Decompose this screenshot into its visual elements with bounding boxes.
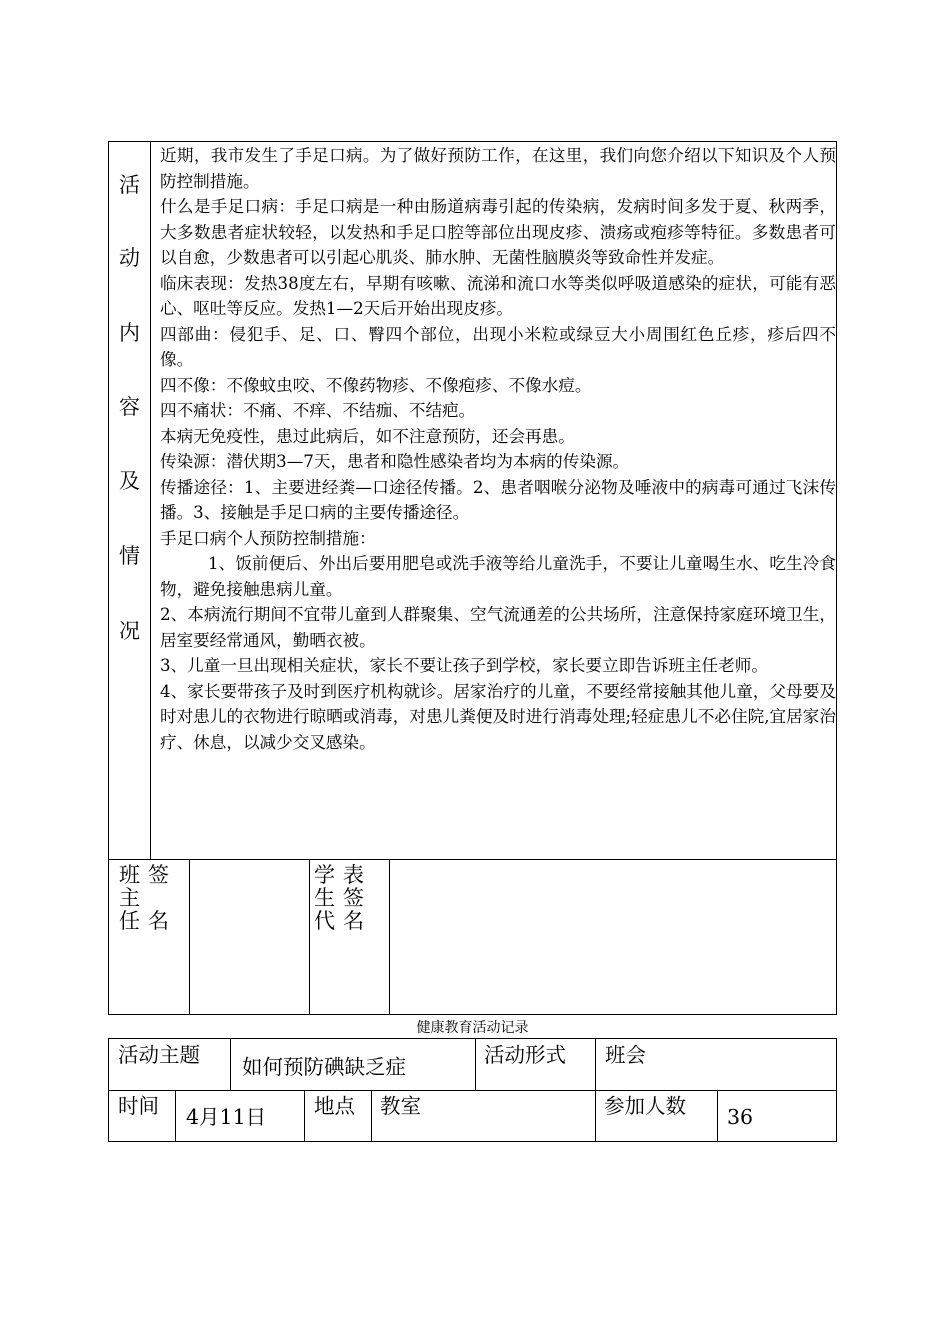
content-paragraph: 四不痛状：不痛、不痒、不结痂、不结疤。 <box>160 401 476 420</box>
content-paragraph: 四不像：不像蚊虫咬、不像药物疹、不像疱疹、不像水痘。 <box>160 375 592 395</box>
theme-value: 如何预防碘缺乏症 <box>242 1055 406 1079</box>
count-value: 36 <box>727 1105 754 1129</box>
label-char: 任 <box>119 909 140 933</box>
section-label-char: 情 <box>119 544 140 568</box>
label-char: 签 <box>343 886 364 910</box>
section-label-char: 内 <box>119 321 140 345</box>
activity-content <box>160 143 836 755</box>
label-char: 签 <box>148 863 169 887</box>
label-char: 主 <box>119 886 140 910</box>
content-paragraph: 临床表现：发热38度左右，早期有咳嗽、流涕和流口水等类似呼吸道感染的症状，可能有恶心、呕吐等反应。发热1—2天后开始出现皮疹。 <box>160 273 836 318</box>
time-value: 4月11日 <box>186 1105 267 1129</box>
content-paragraph: 2、本病流行期间不宜带儿童到人群聚集、空气流通差的公共场所，注意保持家庭环境卫生，居室要经常通风，勤晒衣被。 <box>160 605 836 650</box>
time-label: 时间 <box>118 1094 159 1118</box>
section-label-char: 活 <box>119 173 140 197</box>
label-char: 名 <box>343 909 364 933</box>
section-label-char: 容 <box>119 395 140 419</box>
section-label-char: 况 <box>119 619 140 643</box>
label-char: 学 <box>314 863 335 887</box>
label-char: 代 <box>314 909 335 933</box>
content-paragraph: 3、儿童一旦出现相关症状，家长不要让孩子到学校，家长要立即告诉班主任老师。 <box>160 656 768 675</box>
content-paragraph: 近期，我市发生了手足口病。为了做好预防工作，在这里，我们向您介绍以下知识及个人预防控制措施。 <box>160 146 836 191</box>
student-signature-cell[interactable] <box>390 860 836 1014</box>
content-paragraph: 本病无免疫性，患过此病后，如不注意预防，还会再患。 <box>160 426 575 446</box>
label-char: 表 <box>343 863 364 887</box>
theme-label: 活动主题 <box>118 1043 200 1067</box>
label-char: 班 <box>119 863 140 887</box>
content-paragraph: 四部曲：侵犯手、足、口、臀四个部位，出现小米粒或绿豆大小周围红色丘疹，疹后四不像。 <box>160 324 836 369</box>
content-paragraph: 什么是手足口病：手足口病是一种由肠道病毒引起的传染病，发病时间多发于夏、秋两季，大多数患者症状较轻，以发热和手足口腔等部位出现皮疹、溃疡或疱疹等特征。多数患者可以自愈，少数患者可以引起心肌炎、肺水肿、无菌性脑膜炎等致命性并发症。 <box>160 197 836 267</box>
section-label-char: 及 <box>119 469 140 493</box>
record-title: 健康教育活动记录 <box>416 1020 529 1036</box>
content-paragraph: 传播途径：1、主要进经粪—口途径传播。2、患者咽喉分泌物及唾液中的病毒可通过飞沫传播。3、接触是手足口病的主要传播途径。 <box>160 477 836 522</box>
label-char: 名 <box>148 909 169 933</box>
content-paragraph: 1、饭前便后、外出后要用肥皂或洗手液等给儿童洗手，不要让儿童喝生水、吃生冷食物，避免接触患病儿童。 <box>160 554 836 599</box>
form-value: 班会 <box>605 1043 646 1067</box>
teacher-signature-cell[interactable] <box>190 860 309 1014</box>
form-label: 活动形式 <box>484 1043 566 1067</box>
content-paragraph: 手足口病个人预防控制措施： <box>160 528 376 548</box>
section-label-char: 动 <box>119 246 140 270</box>
label-char: 生 <box>314 886 335 910</box>
place-label: 地点 <box>314 1094 355 1118</box>
content-paragraph: 4、家长要带孩子及时到医疗机构就诊。居家治疗的儿童，不要经常接触其他儿童，父母要及时对患儿的衣物进行晾晒或消毒，对患儿粪便及时进行消毒处理;轻症患儿不必住院,宜居家治疗、休息，以减少交叉感染。 <box>160 681 836 752</box>
count-label: 参加人数 <box>604 1094 686 1118</box>
place-value: 教室 <box>380 1094 421 1118</box>
content-paragraph: 传染源：潜伏期3—7天，患者和隐性感染者均为本病的传染源。 <box>160 452 630 471</box>
